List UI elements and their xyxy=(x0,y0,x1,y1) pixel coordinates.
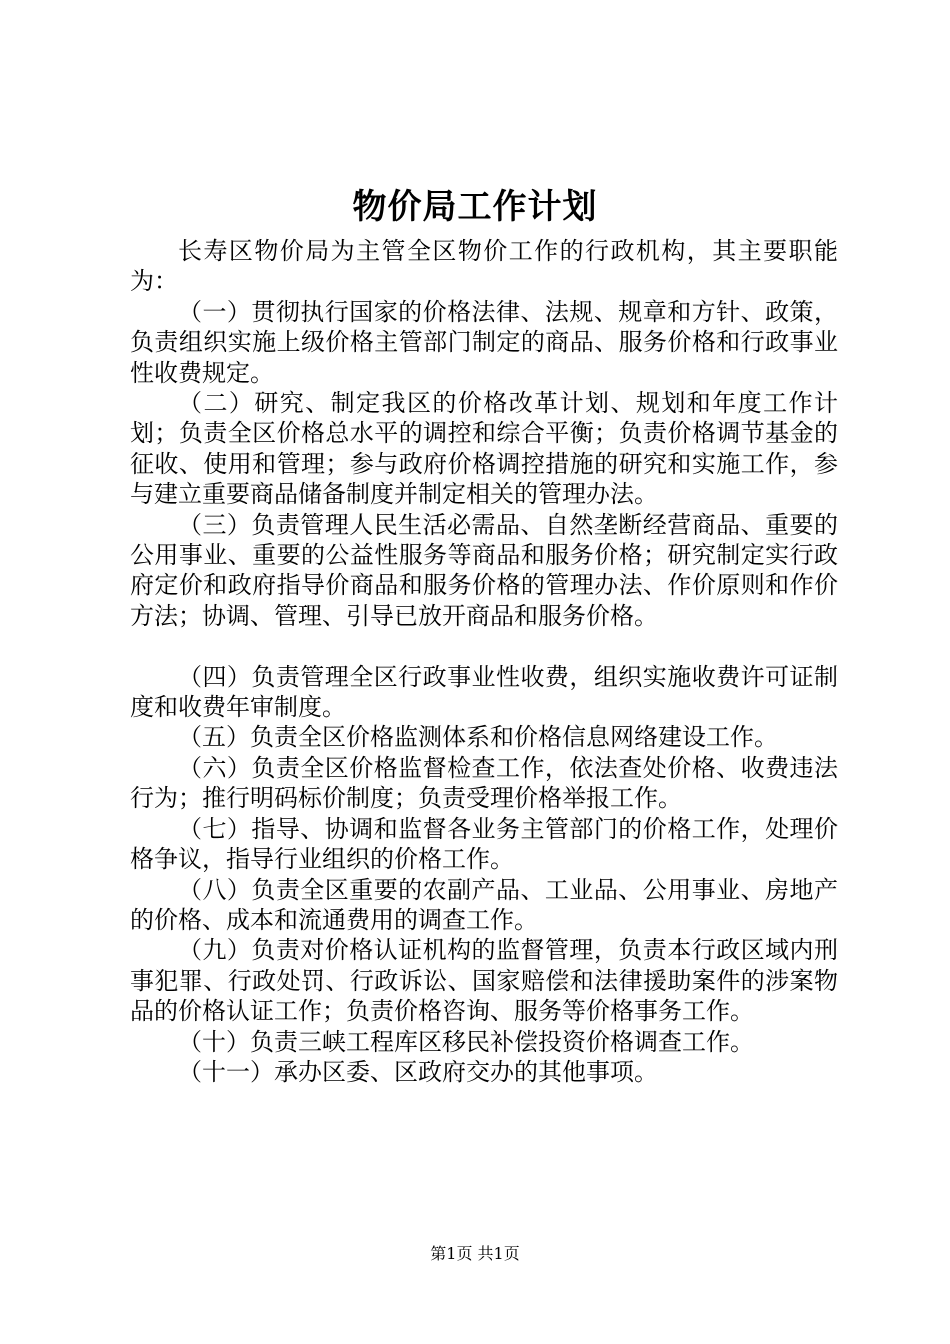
paragraph-spacer xyxy=(130,631,838,661)
document-body xyxy=(130,236,838,1087)
paragraph-item-6: （六）负责全区价格监督检查工作，依法查处价格、收费违法行为；推行明码标价制度；负责受理价格举报工作。 xyxy=(130,753,838,813)
paragraph-item-2: （二）研究、制定我区的价格改革计划、规划和年度工作计划；负责全区价格总水平的调控和综合平衡；负责价格调节基金的征收、使用和管理；参与政府价格调控措施的研究和实施工作，参与建立重要商品储备制度并制定相关的管理办法。 xyxy=(130,389,838,509)
paragraph-item-4: （四）负责管理全区行政事业性收费，组织实施收费许可证制度和收费年审制度。 xyxy=(130,662,838,722)
paragraph-item-8: （八）负责全区重要的农副产品、工业品、公用事业、房地产的价格、成本和流通费用的调查工作。 xyxy=(130,875,838,934)
paragraph-item-9: （九）负责对价格认证机构的监督管理，负责本行政区域内刑事犯罪、行政处罚、行政诉讼、国家赔偿和法律援助案件的涉案物品的价格认证工作；负责价格咨询、服务等价格事务工作。 xyxy=(130,936,838,1026)
paragraph-item-5: （五）负责全区价格监测体系和价格信息网络建设工作。 xyxy=(178,723,778,752)
paragraph-intro: 长寿区物价局为主管全区物价工作的行政机构，其主要职能为： xyxy=(130,237,838,296)
paragraph-item-10: （十）负责三峡工程库区移民补偿投资价格调查工作。 xyxy=(178,1027,754,1056)
paragraph-item-1: （一）贯彻执行国家的价格法律、法规、规章和方针、政策，负责组织实施上级价格主管部门制定的商品、服务价格和行政事业性收费规定。 xyxy=(130,297,838,387)
page-number-footer: 第1页 共1页 xyxy=(430,1244,520,1263)
paragraph-item-7: （七）指导、协调和监督各业务主管部门的价格工作，处理价格争议，指导行业组织的价格工作。 xyxy=(130,814,838,874)
document-title: 物价局工作计划 xyxy=(352,187,598,227)
paragraph-item-11: （十一）承办区委、区政府交办的其他事项。 xyxy=(178,1057,658,1086)
paragraph-item-3: （三）负责管理人民生活必需品、自然垄断经营商品、重要的公用事业、重要的公益性服务等商品和服务价格；研究制定实行政府定价和政府指导价商品和服务价格的管理办法、作价原则和作价方法；协调、管理、引导已放开商品和服务价格。 xyxy=(130,510,838,630)
